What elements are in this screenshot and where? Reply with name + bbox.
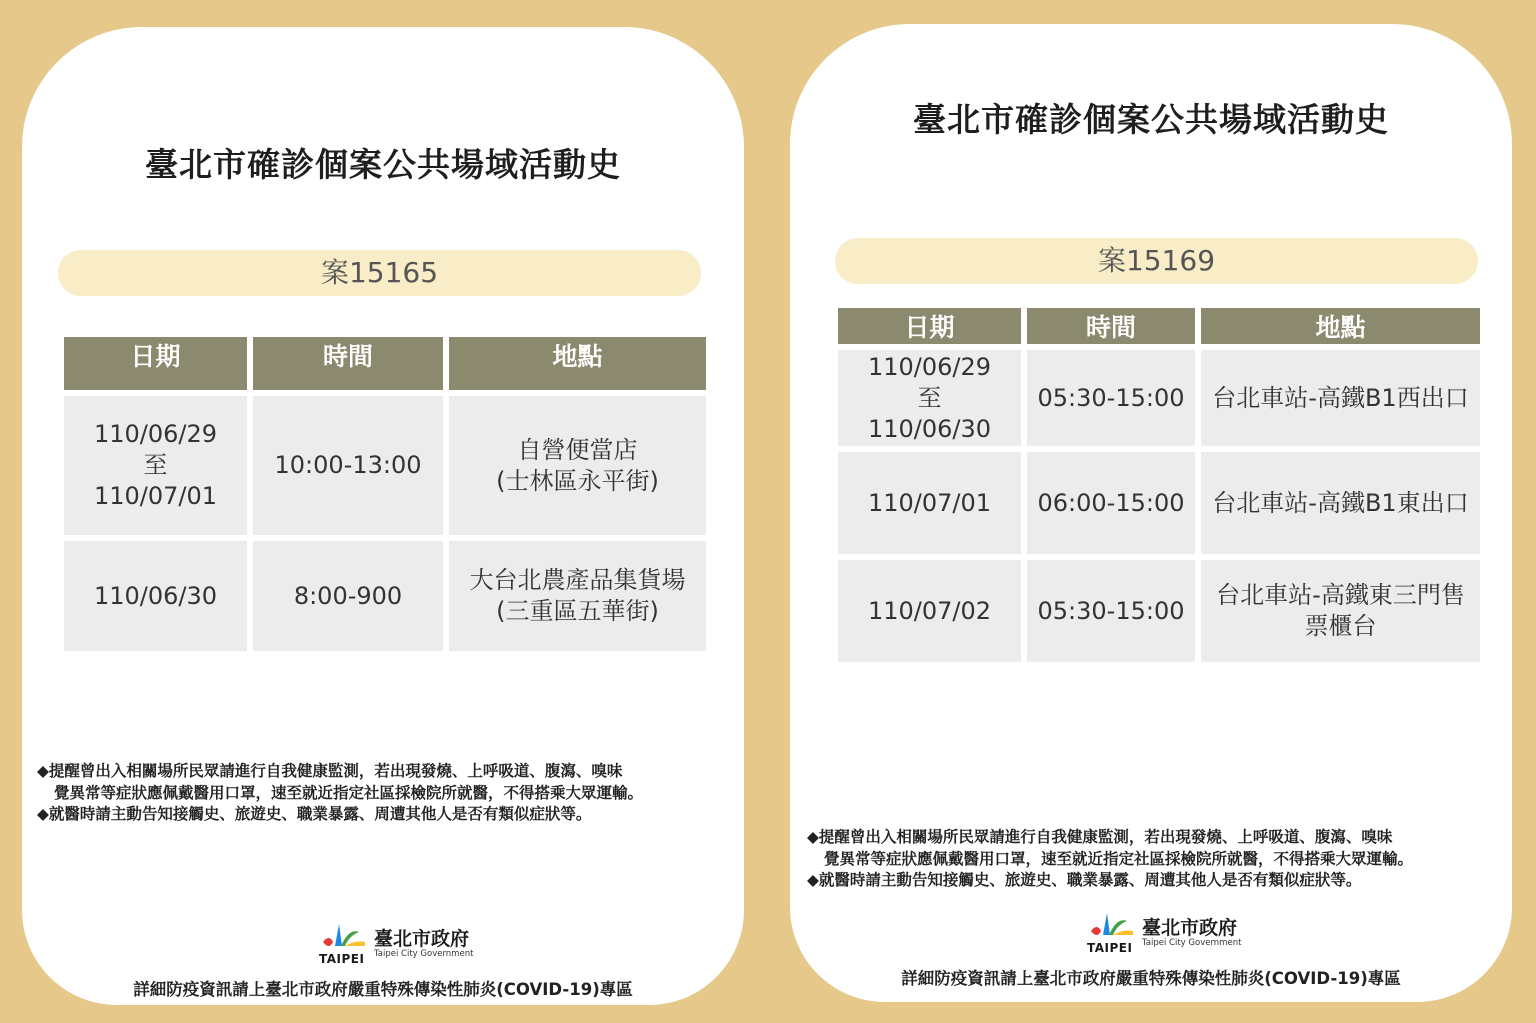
place-line: 台北車站-高鐵東三門售: [1216, 581, 1465, 609]
place-line: 自營便當店: [517, 435, 638, 464]
place-cell: [1201, 452, 1480, 554]
time-cell: 06:00-15:00: [1027, 452, 1195, 554]
table-header-row: [64, 337, 706, 390]
header-date: 日期: [838, 308, 1021, 344]
place-line: (士林區永平街): [496, 466, 659, 495]
place-line: 大台北農產品集貨場: [469, 566, 686, 594]
notice-line: 覺異常等症狀應佩戴醫用口罩，速至就近指定社區採檢院所就醫，不得搭乘大眾運輸。: [824, 849, 1414, 868]
date-cell: [838, 350, 1021, 446]
place-line: (三重區五華街): [496, 597, 659, 625]
date-line: 110/06/29: [867, 352, 992, 381]
taipei-city-government-logo: [319, 920, 499, 968]
case-number-label: 案15165: [58, 250, 701, 296]
date-line: 110/07/01: [867, 488, 992, 517]
card-title: 臺北市確診個案公共場域活動史: [913, 100, 1389, 139]
notice-line: 覺異常等症狀應佩戴醫用口罩，速至就近指定社區採檢院所就醫，不得搭乘大眾運輸。: [54, 783, 644, 802]
date-line: 至: [143, 451, 168, 479]
time-cell: 05:30-15:00: [1027, 560, 1195, 662]
activity-table: [58, 331, 712, 657]
activity-table: [832, 302, 1486, 668]
time-cell: 8:00-900: [253, 541, 443, 651]
date-line: 110/06/30: [867, 414, 992, 443]
date-line: 至: [917, 383, 942, 412]
place-line: 票櫃台: [1304, 612, 1377, 640]
footer-info: 詳細防疫資訊請上臺北市政府嚴重特殊傳染性肺炎(COVID-19)專區: [901, 969, 1401, 988]
logo-chinese-name: 臺北市政府: [374, 928, 470, 950]
logo-english-name: Taipei City Government: [374, 949, 474, 959]
logo-english-name: Taipei City Government: [1142, 938, 1242, 948]
table-header-row: [838, 308, 1480, 344]
health-notice: [37, 761, 643, 826]
date-cell: [64, 396, 247, 535]
table-row: [838, 560, 1480, 662]
logo-taipei-text: TAIPEI: [319, 952, 365, 966]
date-line: 110/07/02: [867, 596, 992, 625]
card-title: 臺北市確診個案公共場域活動史: [145, 145, 621, 184]
date-cell: [838, 452, 1021, 554]
health-notice: [807, 827, 1413, 892]
table-row: [838, 452, 1480, 554]
logo-taipei-text: TAIPEI: [1087, 941, 1133, 955]
table-row: [64, 396, 706, 535]
notice-line: ◆就醫時請主動告知接觸史、旅遊史、職業暴露、周遭其他人是否有類似症狀等。: [37, 805, 592, 823]
date-cell: [838, 560, 1021, 662]
date-line: 110/06/30: [93, 581, 218, 610]
header-time: 時間: [1027, 308, 1195, 344]
header-place: 地點: [1201, 308, 1480, 344]
case-card-15169: [790, 24, 1512, 1002]
date-line: 110/06/29: [93, 420, 218, 448]
header-date: 日期: [64, 337, 247, 390]
footer-info: 詳細防疫資訊請上臺北市政府嚴重特殊傳染性肺炎(COVID-19)專區: [133, 980, 633, 999]
case-number-label: 案15169: [835, 238, 1478, 284]
place-cell: [1201, 350, 1480, 446]
date-line: 110/07/01: [93, 482, 218, 510]
header-place: 地點: [449, 337, 706, 390]
notice-line: ◆提醒曾出入相關場所民眾請進行自我健康監測，若出現發燒、上呼吸道、腹瀉、嗅味: [807, 828, 1393, 846]
table-row: [838, 350, 1480, 446]
place-cell: [449, 396, 706, 535]
notice-line: ◆提醒曾出入相關場所民眾請進行自我健康監測，若出現發燒、上呼吸道、腹瀉、嗅味: [37, 762, 623, 780]
case-card-15165: [22, 27, 744, 1005]
taipei-city-government-logo: [1087, 909, 1267, 957]
place-cell: [449, 541, 706, 651]
header-time: 時間: [253, 337, 443, 390]
table-row: [64, 541, 706, 651]
date-cell: [64, 541, 247, 651]
logo-chinese-name: 臺北市政府: [1142, 917, 1238, 939]
place-line: 台北車站-高鐵B1西出口: [1212, 383, 1469, 412]
time-cell: 10:00-13:00: [253, 396, 443, 535]
place-line: 台北車站-高鐵B1東出口: [1212, 488, 1469, 517]
place-cell: [1201, 560, 1480, 662]
time-cell: 05:30-15:00: [1027, 350, 1195, 446]
notice-line: ◆就醫時請主動告知接觸史、旅遊史、職業暴露、周遭其他人是否有類似症狀等。: [807, 871, 1362, 889]
